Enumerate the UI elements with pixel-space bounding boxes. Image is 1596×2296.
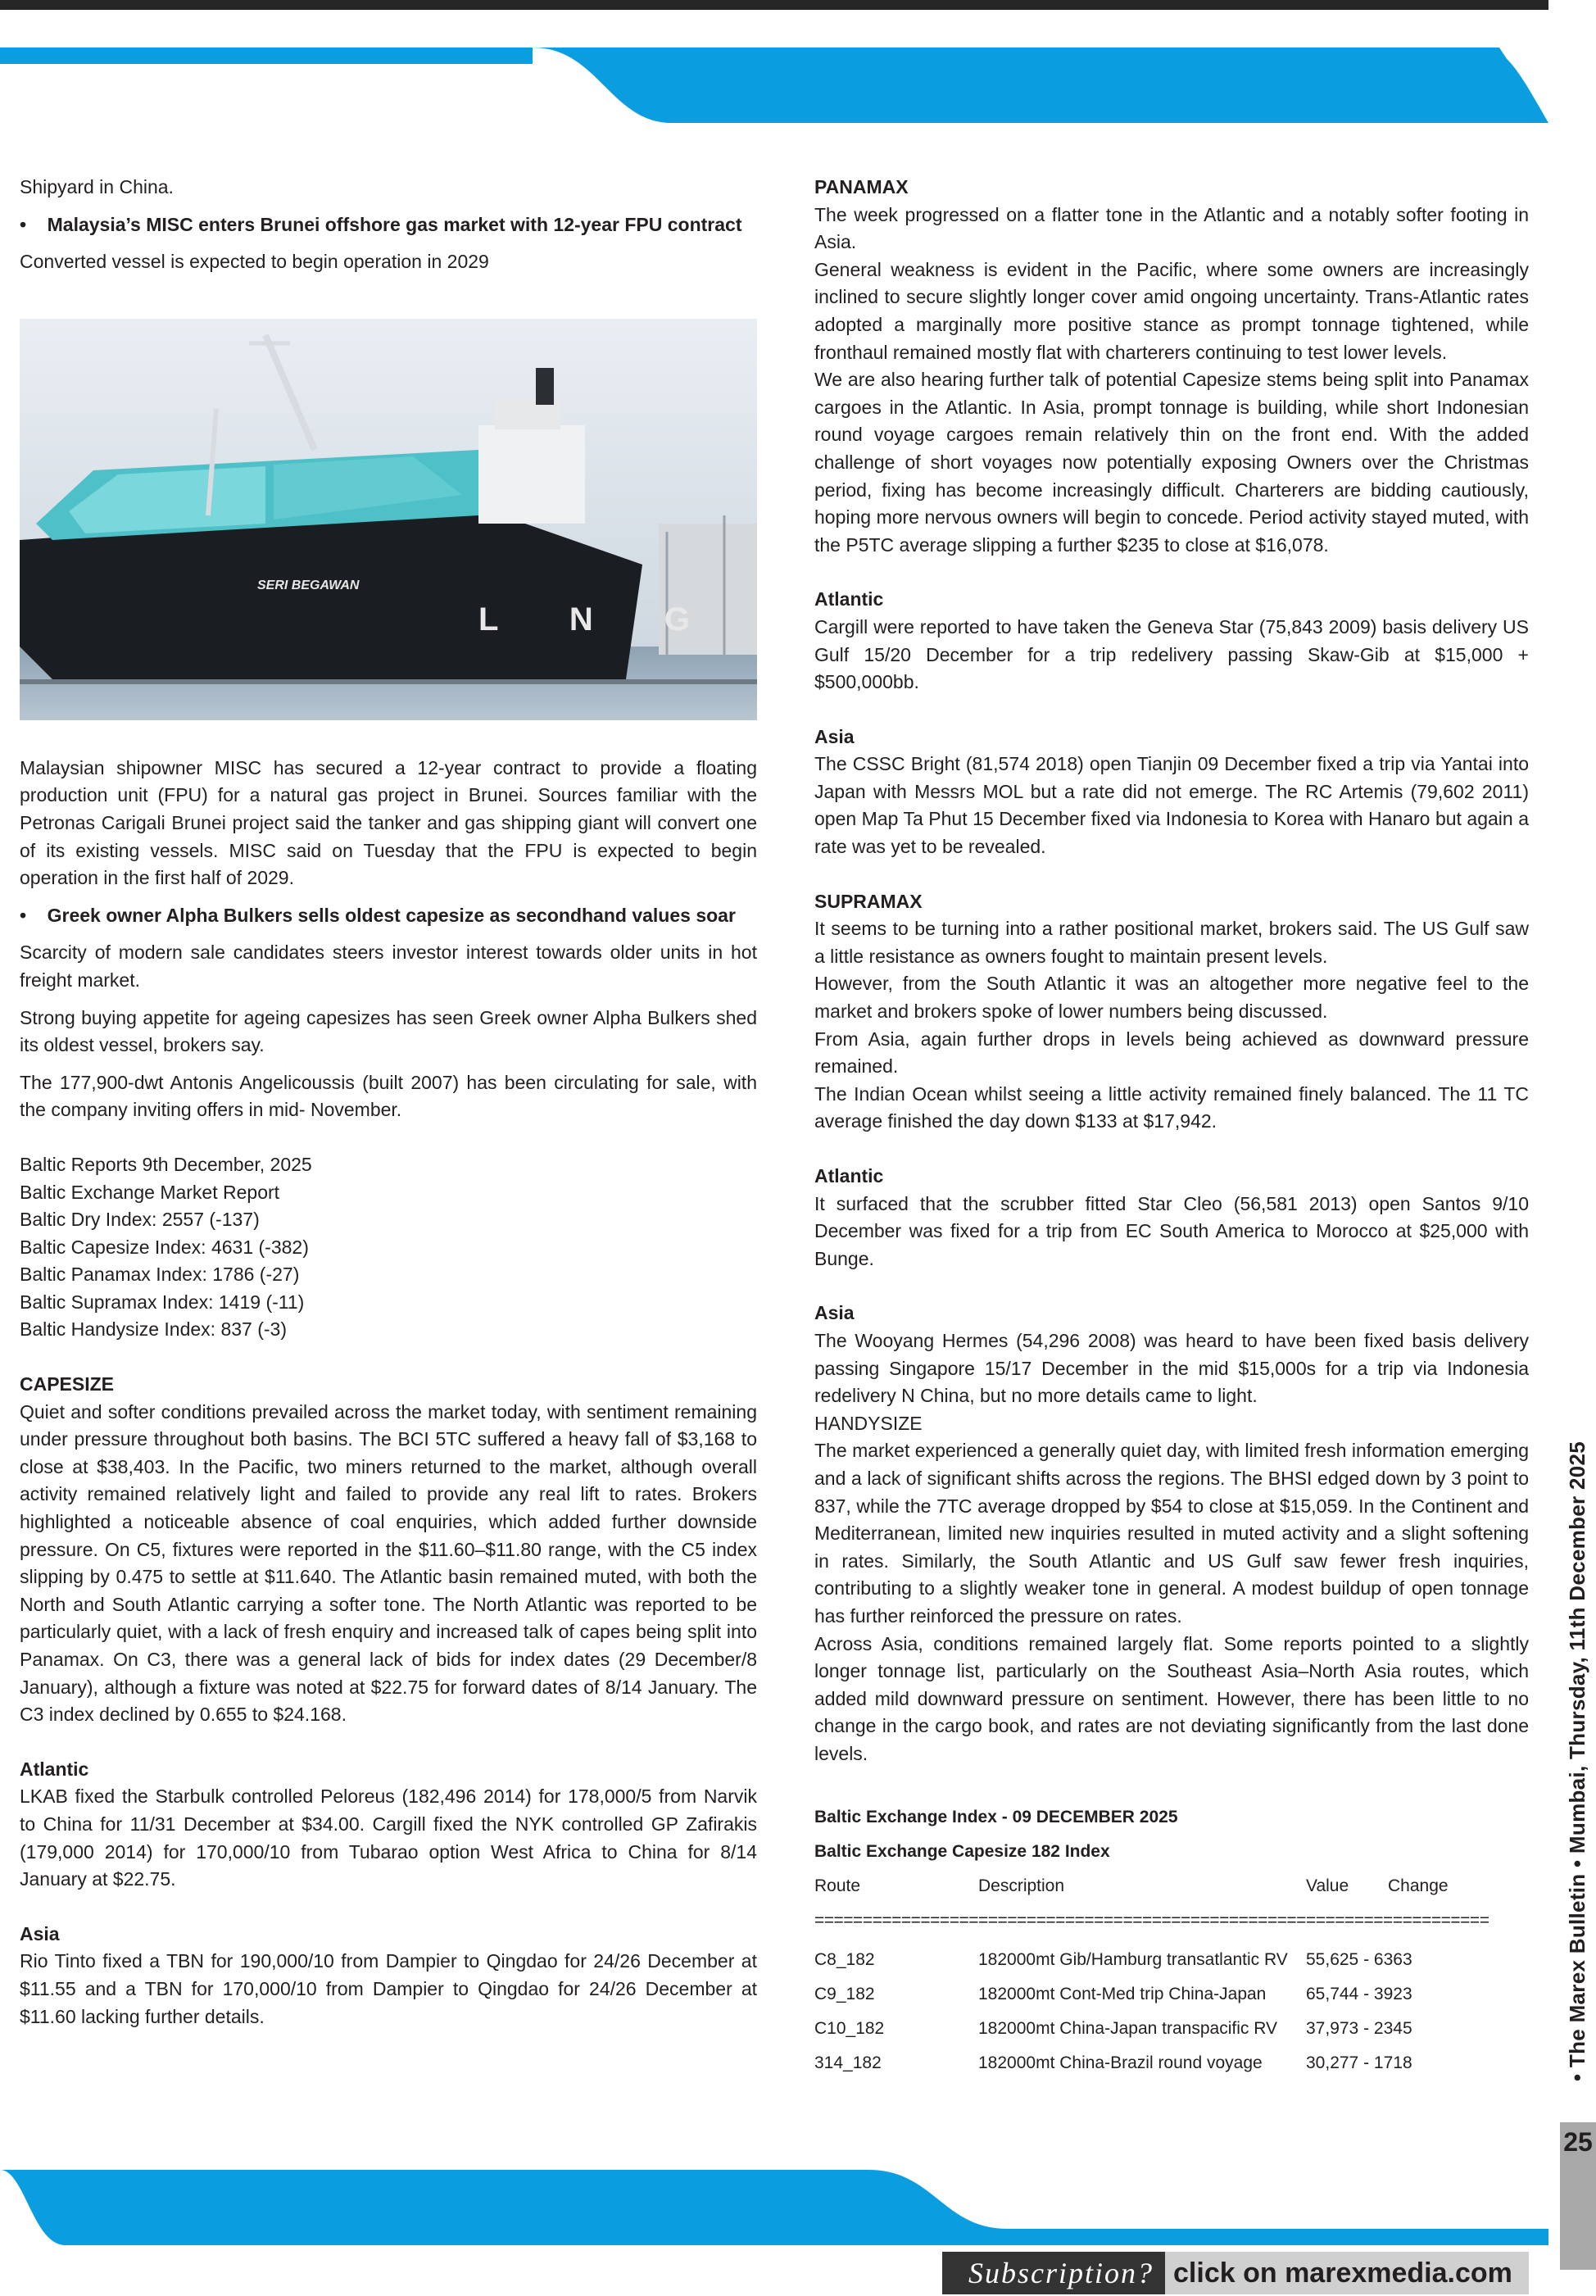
table-subtitle: Baltic Exchange Capesize 182 Index [814,1842,1110,1862]
table-header-row [814,1869,1529,1904]
supramax-p1: It seems to be turning into a rather positional market, brokers said. The US Gulf saw a little resistance as owners fought to maintain present levels. [814,918,1529,967]
header-banner [0,48,1548,123]
supramax-p3: From Asia, again further drops in levels being achieved as downward pressure remained. [814,1028,1529,1078]
running-head-text: • The Marex Bulletin • Mumbai, Thursday, 11th December 2025 [1565,1441,1589,2081]
baltic-line: Baltic Supramax Index: 1419 (-11) [20,1291,305,1313]
table-cell: 182000mt Gib/Hamburg transatlantic RV [978,1950,1288,1970]
asia-text: Rio Tinto fixed a TBN for 190,000/10 from Dampier to Qingdao for 24/26 December at $11.55 and a TBN for 170,000/10 from Dampier to Qingdao for 24/26 December at $11.60 lacking further details. [20,1950,757,2027]
table-header: Value [1306,1876,1349,1896]
baltic-line: Baltic Panamax Index: 1786 (-27) [20,1264,300,1286]
table-cell: 65,744 - 3923 [1306,1985,1412,2004]
subhead-misc: Converted vessel is expected to begin operation in 2029 [20,251,489,273]
table-cell: 55,625 - 6363 [1306,1950,1412,1970]
capesize-text: Quiet and softer conditions prevailed across the market today, with sentiment remaining under pressure throughout both basins. The BCI 5TC suffered a heavy fall of $3,168 to close at $38,403. In the Pacific, two miners returned to the market, although overall activity remained relatively light and failed to provide any real lift to rates. Brokers highlighted a noticeable absence of coal enquiries, which added further downside pressure. On C5, fixtures were reported in the $11.60–$11.80 range, with the C5 index slipping by 0.475 to settle at $11.640. The Atlantic basin remained muted, with both the North and South Atlantic carrying a softer tone. The North Atlantic was reported to be particularly quiet, with a lack of fresh enquiry and increased talk of capes being split into Panamax. On C3, there was a general lack of bids for index dates (29 December/8 January), although a fixture was noted at $22.75 for forward dates of 8/14 January. The C3 index declined by 0.655 to $24.168. [20,1400,757,1726]
panamax-atlantic-heading: Atlantic [814,588,884,610]
table-cell: 30,277 - 1718 [1306,2053,1412,2073]
panamax-p3: We are also hearing further talk of potential Capesize stems being split into Panamax cargoes in the Atlantic. In Asia, prompt tonnage is building, while short Indonesian round voyage cargoes remain relatively thin on the front end. With the added challenge of short voyages now potentially exposing Owners over the Christmas period, fixing has become increasingly difficult. Charterers are bidding cautiously, hoping more nervous owners will begin to concede. Period activity stayed muted, with the P5TC average slipping a further $235 to close at $16,078. [814,369,1529,556]
supramax-asia-heading: Asia [814,1302,855,1324]
intro-text: Shipyard in China. [20,176,174,197]
hull-letters: L N G [478,601,721,638]
baltic-line: Baltic Handysize Index: 837 (-3) [20,1318,287,1341]
table-cell: 314_182 [814,2053,882,2073]
panamax-asia-text: The CSSC Bright (81,574 2018) open Tianjin 09 December fixed a trip via Yantai into Japan with Messrs MOL but a rate did not emerge. The RC Artemis (79,602 2011) open Map Ta Phut 15 December fixed via Indonesia to Korea with Hanaro but again a rate was yet to be revealed. [814,753,1529,858]
capesize-heading: CAPESIZE [20,1373,115,1395]
left-column [20,174,757,2031]
right-column [814,174,1529,2080]
baltic-line: Baltic Exchange Market Report [20,1181,280,1203]
headline-alpha-bulkers: • Greek owner Alpha Bulkers sells oldest capesize as secondhand values soar [20,904,736,926]
table-header: Description [978,1876,1065,1896]
atlantic-text: LKAB fixed the Starbulk controlled Peloreus (182,496 2014) for 178,000/5 from Narvik to China for 11/31 December at $34.00. Cargill fixed the NYK controlled GP Zafirakis (179,000 2014) for 170,000/10 from Tubarao option West Africa to China for 8/14 January at $22.75. [20,1786,757,1890]
panamax-heading: PANAMAX [814,176,909,197]
table-cell: C9_182 [814,1985,875,2004]
table-cell: 182000mt China-Brazil round voyage [978,2053,1263,2073]
table-separator: ====================================================================== [814,1911,1489,1931]
capesize-index-table [814,1800,1529,2080]
supramax-p4: The Indian Ocean whilst seeing a little activity remained finely balanced. The 11 TC average finished the day down $133 at $17,942. [814,1082,1529,1132]
supramax-atlantic-text: It surfaced that the scrubber fitted Star Cleo (56,581 2013) open Santos 9/10 December was fixed for a trip from EC South America to Morocco at $25,000 with Bunge. [814,1192,1529,1269]
misc-article: Malaysian shipowner MISC has secured a 12-year contract to provide a floating production unit (FPU) for a natural gas project in Brunei. Sources familiar with the Petronas Carigali Brunei project said the tanker and gas shipping giant will convert one of its existing vessels. MISC said on Tuesday that the FPU is expected to begin operation in the first half of 2029. [20,756,757,889]
table-cell: 37,973 - 2345 [1306,2019,1412,2039]
subscription-bar[interactable] [942,2252,1529,2294]
handysize-p1: The market experienced a generally quiet day, with limited fresh information emerging and a lack of significant shifts across the regions. The BHSI edged down by 3 point to 837, while the 7TC average dropped by $54 to close at $15,059. In the Continent and Mediterranean, limited new inquiries resulted in muted activity and a slight softening in rates. Similarly, the South Atlantic and US Gulf saw fewer fresh inquiries, contributing to a slightly weaker tone in general. A modest buildup of open tonnage has further reinforced the pressure on rates. [814,1440,1529,1627]
table-row [814,1977,1529,2012]
table-header: Route [814,1876,861,1896]
table-cell: C8_182 [814,1950,875,1970]
top-rule [0,0,1548,10]
panamax-p2: General weakness is evident in the Pacific, where some owners are increasingly inclined to secure slightly longer cover amid ongoing uncertainty. Trans-Atlantic rates adopted a marginally more positive stance as prompt tonnage tightened, while fronthaul remained mostly flat with charterers continuing to test lower levels. [814,258,1529,363]
baltic-line: Baltic Dry Index: 2557 (-137) [20,1209,260,1231]
panamax-p1: The week progressed on a flatter tone in the Atlantic and a notably softer footing in Asia. [814,203,1529,253]
alpha-sub: Scarcity of modern sale candidates steers investor interest towards older units in hot freight market. [20,942,757,991]
baltic-line: Baltic Capesize Index: 4631 (-382) [20,1236,309,1258]
baltic-summary [20,1151,757,1344]
supramax-heading: SUPRAMAX [814,890,923,912]
panamax-asia-heading: Asia [814,725,855,747]
handysize-p2: Across Asia, conditions remained largely flat. Some reports pointed to a slightly longer tonnage list, particularly on the Southeast Asia–North Asia routes, which added mild downward pressure on sentiment. However, there has been little to no change in the cargo book, and rates are not deviating significantly from the last done levels. [814,1632,1529,1764]
supramax-atlantic-heading: Atlantic [814,1165,884,1187]
table-row [814,2046,1529,2080]
handysize-heading: HANDYSIZE [814,1412,923,1434]
baltic-line: Baltic Reports 9th December, 2025 [20,1153,312,1175]
alpha-p1: Strong buying appetite for ageing capesizes has seen Greek owner Alpha Bulkers shed its oldest vessel, brokers say. [20,1006,757,1056]
headline-misc: • Malaysia’s MISC enters Brunei offshore gas market with 12-year FPU contract [20,213,742,235]
asia-heading: Asia [20,1922,60,1944]
atlantic-heading: Atlantic [20,1758,89,1780]
table-cell: 182000mt China-Japan transpacific RV [978,2019,1277,2039]
alpha-p2: The 177,900-dwt Antonis Angelicoussis (built 2007) has been circulating for sale, with the company inviting offers in mid- November. [20,1071,757,1121]
table-header: Change [1388,1876,1449,1896]
subscription-label: Subscription? [942,2252,1165,2294]
footer-banner [0,2170,1548,2245]
table-row [814,2012,1529,2046]
lng-tanker-photo [20,319,757,720]
table-row [814,1943,1529,1977]
supramax-asia-text: The Wooyang Hermes (54,296 2008) was heard to have been fixed basis delivery passing Singapore 15/17 December in the mid $15,000s for a trip via Indonesia redelivery N China, but no more details came to light. [814,1329,1529,1407]
supramax-p2: However, from the South Atlantic it was an altogether more negative feel to the market and brokers spoke of lower numbers being discussed. [814,973,1529,1023]
panamax-atlantic-text: Cargill were reported to have taken the Geneva Star (75,843 2009) basis delivery US Gulf 15/20 December for a trip redelivery passing Skaw-Gib at $15,000 + $500,000bb. [814,615,1529,693]
hull-name: SERI BEGAWAN [257,578,360,592]
subscription-link[interactable]: click on marexmedia.com [1165,2252,1529,2294]
table-cell: C10_182 [814,2019,885,2039]
page-number: 25 [1563,2127,1593,2157]
table-cell: 182000mt Cont-Med trip China-Japan [978,1985,1267,2004]
table-title: Baltic Exchange Index - 09 DECEMBER 2025 [814,1808,1178,1827]
